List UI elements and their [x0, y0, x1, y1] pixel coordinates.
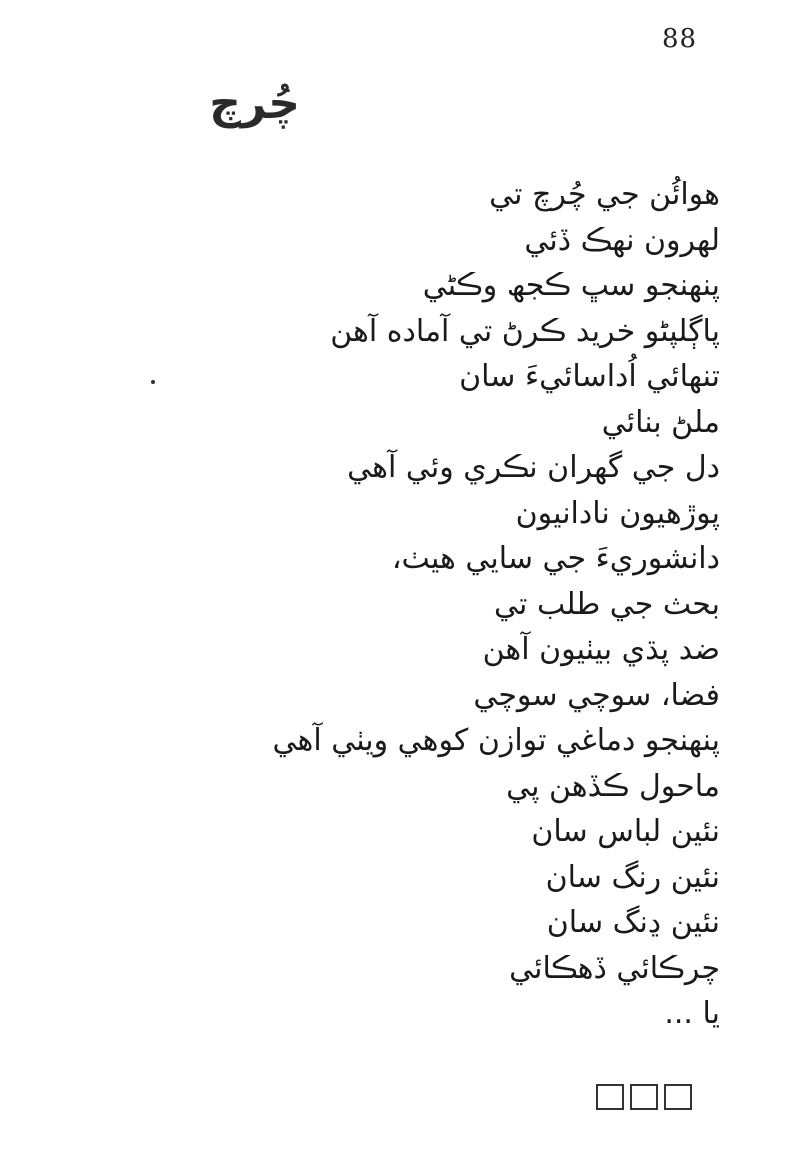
poem-line: بحث جي طلب تي: [494, 586, 720, 622]
poem-line: پاڳلپڻو خريد ڪرڻ تي آماده آهن: [330, 313, 720, 349]
poem-line: چرڪائي ڏهڪائي: [509, 950, 720, 986]
end-box: [664, 1084, 692, 1110]
end-box: [630, 1084, 658, 1110]
scan-speck: [151, 380, 155, 384]
poem-line: دانشوريءَ جي سايي هيٺ،: [391, 541, 720, 576]
poem-line: فضا، سوچي سوچي: [473, 677, 720, 713]
poem-line: نئين لباس سان: [531, 814, 720, 849]
poem-line: تنهائي اُداسائيءَ سان: [459, 359, 720, 394]
poem-line: پنهنجو سڀ ڪجھ وڪڻي: [422, 268, 720, 303]
poem-body: [80, 172, 720, 1037]
poem-line: ملڻ بنائي: [601, 404, 720, 440]
end-marks: [596, 1084, 692, 1110]
poem-line: پنهنجو دماغي توازن کوهي ويٺي آهي: [272, 723, 720, 758]
poem-line: نئين ڍنگ سان: [546, 905, 720, 940]
poem-line: ماحول ڪڏهن پي: [506, 768, 720, 804]
poem-line: پوڙهيون نادانيون: [515, 495, 720, 531]
poem-line: نئين رنگ سان: [545, 859, 720, 895]
poem-line: ضد پڌي بيٺيون آهن: [482, 632, 720, 667]
end-box: [596, 1084, 624, 1110]
page-number: 88: [662, 24, 698, 54]
poem-line: دل جي گهران نڪري وئي آهي: [347, 450, 720, 485]
poem-title: چُرچ: [209, 78, 300, 129]
poem-line: يا ...: [664, 996, 720, 1031]
poem-line: لهرون نهڪ ڏئي: [524, 222, 720, 258]
poem-line: هوائُن جي چُرچ تي: [489, 177, 720, 212]
